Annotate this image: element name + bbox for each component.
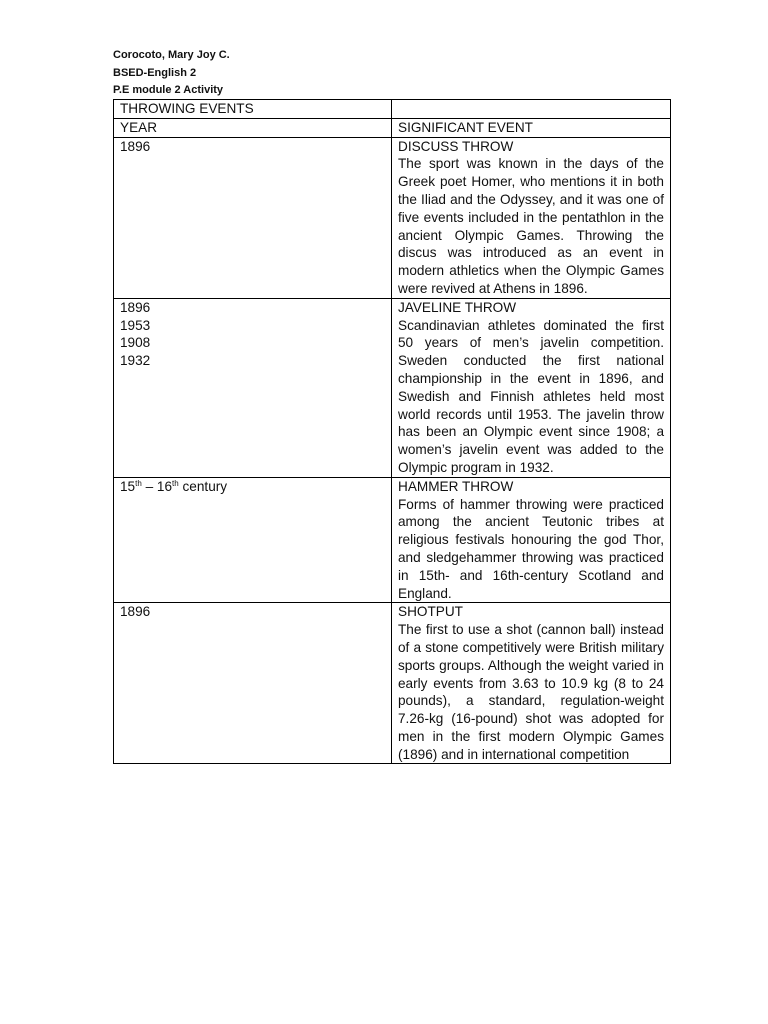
- year-value: 1953: [120, 317, 151, 333]
- table-row: [114, 298, 671, 477]
- century-end: 16: [156, 478, 173, 494]
- century-dash: –: [141, 478, 157, 494]
- year-value: 1932: [120, 353, 151, 369]
- year-cell: [114, 477, 392, 603]
- century-word: century: [178, 478, 228, 494]
- throwing-events-table: [113, 99, 671, 764]
- century-end-suffix: th: [172, 478, 179, 488]
- year-value: 1908: [120, 335, 151, 351]
- year-value: 1896: [120, 138, 151, 154]
- student-name: Corocoto, Mary Joy C.: [113, 49, 230, 61]
- table-row: [114, 603, 671, 764]
- year-value: 1896: [120, 299, 151, 315]
- century-start-suffix: th: [135, 478, 142, 488]
- event-cell: [392, 603, 671, 764]
- table-header-row: [114, 118, 671, 137]
- event-title: JAVELINE THROW: [398, 299, 517, 315]
- table-row: [114, 137, 671, 298]
- table-row: [114, 477, 671, 603]
- table-title-row: [114, 100, 671, 119]
- event-cell: [392, 477, 671, 603]
- century-start: 15: [120, 478, 136, 494]
- activity-title: P.E module 2 Activity: [113, 84, 224, 96]
- student-course: BSED-English 2: [113, 66, 197, 79]
- event-cell: [392, 137, 671, 298]
- year-cell: [114, 137, 392, 298]
- event-description: Scandinavian athletes dominated the first 50 years of men’s javelin competition. Sweden conducted the first national championship in the event in 1896, and Swedish and Finnish athletes held most world records until 1953. The javelin throw has been an Olympic event since 1908; a women’s javelin event was added to the Olympic program in 1932.: [398, 317, 664, 475]
- event-description: The first to use a shot (cannon ball) instead of a stone competitively were British military sports groups. Although the weight varied in early events from 3.63 to 10.9 kg (8 to 24 pounds), a standard, regulation-weight 7.26-kg (16-pound) shot was adopted for men in the first modern Olympic Games (1896) and in international competition: [398, 622, 664, 762]
- event-title: HAMMER THROW: [398, 478, 514, 494]
- event-title: DISCUSS THROW: [398, 138, 514, 154]
- century-value: [120, 478, 385, 496]
- year-value: 1896: [120, 604, 151, 620]
- table-title: THROWING EVENTS: [114, 100, 392, 119]
- year-cell: [114, 298, 392, 477]
- event-title: SHOTPUT: [398, 604, 463, 620]
- table-title-empty-cell: [392, 100, 671, 119]
- event-description: The sport was known in the days of the Greek poet Homer, who mentions it in both the Iliad and the Odyssey, and it was one of five events included in the pentathlon in the ancient Olympic Games. Throwing the discus was introduced as an event in modern athletics when the Olympic Games were revived at Athens in 1896.: [398, 156, 664, 296]
- column-header-year: YEAR: [114, 118, 392, 137]
- event-description: Forms of hammer throwing were practiced among the ancient Teutonic tribes at religious festivals honouring the god Thor, and sledgehammer throwing was practiced in 15th- and 16th-century Scotland and England.: [398, 496, 664, 601]
- column-header-significant-event: SIGNIFICANT EVENT: [392, 118, 671, 137]
- document-header: [113, 47, 230, 100]
- event-cell: [392, 298, 671, 477]
- year-cell: [114, 603, 392, 764]
